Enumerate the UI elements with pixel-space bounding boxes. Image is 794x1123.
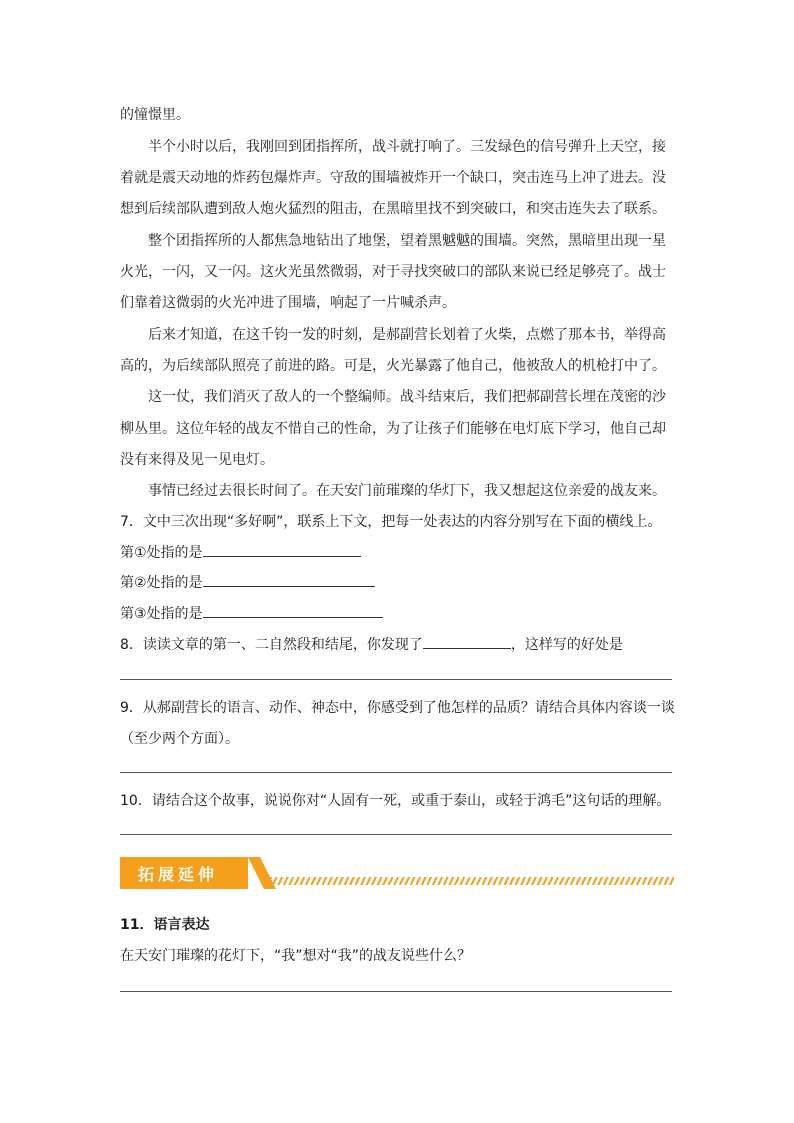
story-line: 事情已经过去很长时间了。在天安门前璀璨的华灯下，我又想起这位亲爱的战友来。 xyxy=(148,483,666,499)
story-line: 们靠着这微弱的火光冲进了围墙，响起了一片喊杀声。 xyxy=(120,295,456,311)
section-title: 拓展延伸 xyxy=(138,865,219,884)
answer-line[interactable] xyxy=(120,991,672,992)
story-line: 想到后续部队遭到敌人炮火猛烈的阻击，在黑暗里找不到突破口，和突击连失去了联系。 xyxy=(120,201,666,217)
question-10-stem: 10．请结合这个故事，说说你对“人固有一死，或重于泰山，或轻于鸿毛”这句话的理解。 xyxy=(120,793,671,809)
story-line: 柳丛里。这位年轻的战友不惜自己的性命，为了让孩子们能够在电灯底下学习，他自己却 xyxy=(120,421,666,437)
story-line: 着就是震天动地的炸药包爆炸声。守敌的围墙被炸开一个缺口，突击连马上冲了进去。没 xyxy=(120,170,666,186)
section-banner xyxy=(120,857,676,889)
story-line: 半个小时以后，我刚回到团指挥所，战斗就打响了。三发绿色的信号弹升上天空，接 xyxy=(148,139,666,155)
answer-blank[interactable] xyxy=(203,542,361,557)
story-line: 这一仗，我们消灭了敌人的一个整编师。战斗结束后，我们把郝副营长埋在茂密的沙 xyxy=(148,389,666,405)
story-line: 后来才知道，在这千钧一发的时刻，是郝副营长划着了火柴，点燃了那本书，举得高 xyxy=(148,327,666,343)
question-11-title: 11．语言表达 xyxy=(120,917,210,933)
answer-line[interactable] xyxy=(120,772,672,773)
story-line: 的憧憬里。 xyxy=(120,107,190,123)
question-7-stem: 7．文中三次出现“多好啊”，联系上下文，把每一处表达的内容分别写在下面的横线上。 xyxy=(120,514,662,530)
question-11-stem: 在天安门璀璨的花灯下，“我”想对“我”的战友说些什么？ xyxy=(120,948,472,964)
answer-line[interactable] xyxy=(120,679,672,680)
question-9-line-1: 9．从郝副营长的语言、动作、神态中，你感受到了他怎样的品质？请结合具体内容谈一谈 xyxy=(120,700,675,716)
question-7-item-1 xyxy=(120,542,361,562)
question-8-stem-part: ，这样写的好处是 xyxy=(510,637,623,653)
question-7-item-label: 第②处指的是 xyxy=(120,575,203,591)
question-7-item-label: 第①处指的是 xyxy=(120,545,203,561)
answer-blank[interactable] xyxy=(203,572,375,587)
question-7-item-label: 第③处指的是 xyxy=(120,606,203,622)
question-9-line-2: （至少两个方面）。 xyxy=(120,731,239,747)
question-7-item-2 xyxy=(120,572,375,592)
answer-line[interactable] xyxy=(120,834,672,835)
story-line: 火光，一闪，又一闪。这火光虽然微弱，对于寻找突破口的部队来说已经足够亮了。战士 xyxy=(120,264,666,280)
answer-blank[interactable] xyxy=(203,603,383,618)
story-line: 高的，为后续部队照亮了前进的路。可是，火光暴露了他自己，他被敌人的机枪打中了。 xyxy=(120,358,666,374)
answer-blank[interactable] xyxy=(423,634,511,649)
story-line: 没有来得及见一见电灯。 xyxy=(120,452,274,468)
banner-stripes xyxy=(270,877,674,885)
story-line: 整个团指挥所的人都焦急地钻出了地堡，望着黑魆魆的围墙。突然，黑暗里出现一星 xyxy=(148,233,666,249)
question-7-item-3 xyxy=(120,603,383,623)
question-8-stem xyxy=(120,634,623,654)
question-8-stem-part: 8．读读文章的第一、二自然段和结尾，你发现了 xyxy=(120,637,423,653)
